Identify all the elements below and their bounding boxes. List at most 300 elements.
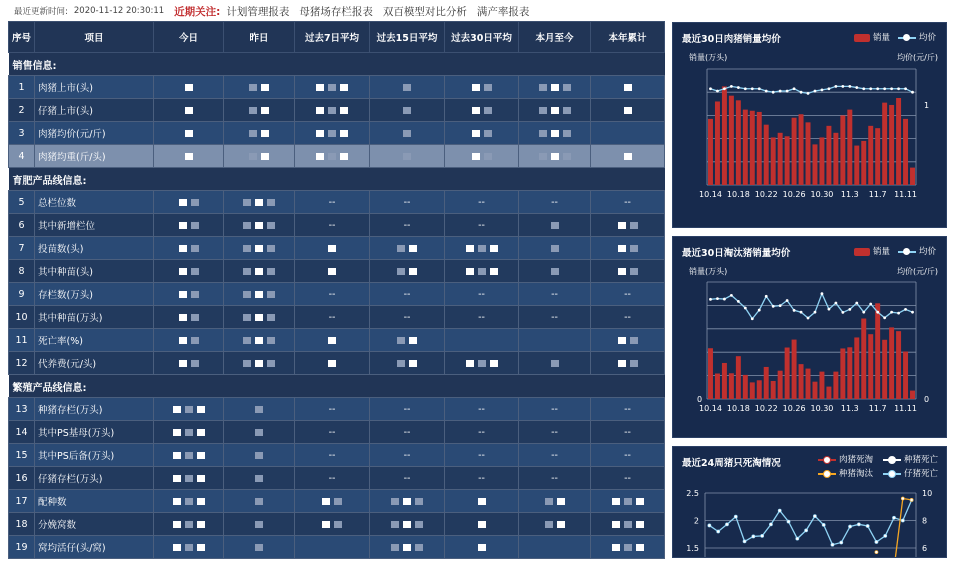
redacted-value bbox=[409, 337, 417, 344]
price-point bbox=[800, 91, 803, 94]
table-row[interactable] bbox=[9, 421, 665, 444]
series-point bbox=[708, 524, 711, 527]
table-cell bbox=[224, 513, 295, 536]
legend-price[interactable]: 均价 bbox=[898, 245, 936, 257]
price-point bbox=[841, 311, 844, 314]
bar bbox=[854, 337, 859, 399]
price-point bbox=[786, 90, 789, 93]
table-row[interactable] bbox=[9, 444, 665, 467]
series-point bbox=[892, 516, 895, 519]
panel-fattening-sales bbox=[672, 22, 947, 228]
series-point bbox=[717, 530, 720, 533]
legend-item[interactable]: 肉猪死淘 bbox=[818, 453, 873, 465]
redacted-value bbox=[179, 337, 187, 344]
row-item: 其中种苗(头) bbox=[35, 260, 154, 283]
section-row bbox=[9, 168, 665, 191]
table-cell: -- bbox=[445, 444, 519, 467]
bar bbox=[771, 137, 776, 185]
redacted-value bbox=[173, 475, 181, 482]
table-cell bbox=[295, 352, 370, 375]
redacted-value bbox=[243, 337, 251, 344]
redacted-value bbox=[415, 544, 423, 551]
panel-cull-sales bbox=[672, 236, 947, 438]
redacted-value bbox=[328, 153, 336, 160]
price-point bbox=[807, 317, 810, 320]
table-cell bbox=[445, 513, 519, 536]
redacted-value bbox=[243, 268, 251, 275]
redacted-value bbox=[636, 521, 644, 528]
price-point bbox=[709, 298, 712, 301]
y-tick-label-right: 0 bbox=[924, 395, 930, 404]
table-cell: -- bbox=[445, 467, 519, 490]
table-cell: -- bbox=[519, 283, 591, 306]
row-number: 8 bbox=[9, 260, 35, 283]
redacted-value bbox=[612, 498, 620, 505]
price-point bbox=[883, 87, 886, 90]
series-point bbox=[875, 551, 878, 554]
table-cell bbox=[154, 306, 224, 329]
redacted-value bbox=[472, 130, 480, 137]
price-point bbox=[758, 309, 761, 312]
redacted-value bbox=[255, 544, 263, 551]
legend-item[interactable]: 仔猪死亡 bbox=[883, 467, 938, 479]
redacted-value bbox=[255, 429, 263, 436]
table-row[interactable] bbox=[9, 398, 665, 421]
redacted-value bbox=[255, 199, 263, 206]
table-cell: -- bbox=[591, 191, 665, 214]
series-point bbox=[734, 515, 737, 518]
series-point bbox=[901, 519, 904, 522]
bar bbox=[847, 347, 852, 399]
bar bbox=[826, 126, 831, 185]
section-row bbox=[9, 53, 665, 76]
redacted-value bbox=[243, 291, 251, 298]
table-row[interactable] bbox=[9, 536, 665, 559]
price-point bbox=[890, 311, 893, 314]
redacted-value bbox=[551, 222, 559, 229]
bar bbox=[840, 348, 845, 399]
legend-item[interactable]: 种猪死亡 bbox=[883, 453, 938, 465]
table-row[interactable] bbox=[9, 191, 665, 214]
table-cell: -- bbox=[519, 444, 591, 467]
redacted-value bbox=[612, 544, 620, 551]
bar bbox=[750, 382, 755, 399]
redacted-value bbox=[478, 544, 486, 551]
redacted-value bbox=[328, 107, 336, 114]
row-number: 5 bbox=[9, 191, 35, 214]
price-point bbox=[848, 85, 851, 88]
redacted-value bbox=[197, 544, 205, 551]
table-row[interactable] bbox=[9, 214, 665, 237]
redacted-value bbox=[173, 452, 181, 459]
table-cell: -- bbox=[519, 398, 591, 421]
bar bbox=[896, 331, 901, 399]
redacted-value bbox=[490, 245, 498, 252]
redacted-value bbox=[316, 107, 324, 114]
table-cell: -- bbox=[370, 467, 445, 490]
redacted-value bbox=[618, 222, 626, 229]
x-tick-label: 10.30 bbox=[810, 190, 834, 199]
series-point bbox=[752, 535, 755, 538]
series-line bbox=[709, 500, 911, 545]
table-cell bbox=[154, 237, 224, 260]
redacted-value bbox=[191, 314, 199, 321]
table-cell bbox=[295, 237, 370, 260]
price-point bbox=[841, 85, 844, 88]
price-point bbox=[716, 90, 719, 93]
table-cell bbox=[591, 145, 665, 168]
redacted-value bbox=[185, 521, 193, 528]
redacted-value bbox=[397, 245, 405, 252]
redacted-value bbox=[563, 84, 571, 91]
redacted-value bbox=[267, 222, 275, 229]
redacted-value bbox=[255, 360, 263, 367]
table-cell bbox=[154, 490, 224, 513]
table-row[interactable] bbox=[9, 145, 665, 168]
price-point bbox=[786, 299, 789, 302]
redacted-value bbox=[255, 521, 263, 528]
redacted-value bbox=[551, 84, 559, 91]
redacted-value bbox=[478, 268, 486, 275]
table-row[interactable] bbox=[9, 329, 665, 352]
table-cell bbox=[445, 352, 519, 375]
row-item: 代养费(元/头) bbox=[35, 352, 154, 375]
redacted-value bbox=[472, 84, 480, 91]
table-cell: -- bbox=[295, 283, 370, 306]
table-cell: -- bbox=[295, 191, 370, 214]
redacted-value bbox=[545, 521, 553, 528]
table-cell bbox=[591, 99, 665, 122]
row-number: 1 bbox=[9, 76, 35, 99]
row-number: 14 bbox=[9, 421, 35, 444]
table-cell bbox=[445, 237, 519, 260]
table-cell bbox=[295, 490, 370, 513]
bar bbox=[792, 118, 797, 185]
redacted-value bbox=[466, 360, 474, 367]
table-cell bbox=[224, 99, 295, 122]
x-tick-label: 10.22 bbox=[754, 190, 778, 199]
series-point bbox=[884, 534, 887, 537]
chart-title: 最近24周猪只死淘情况 bbox=[682, 458, 781, 469]
table-row[interactable] bbox=[9, 260, 665, 283]
redacted-value bbox=[267, 199, 275, 206]
redacted-value bbox=[630, 245, 638, 252]
table-cell bbox=[370, 237, 445, 260]
redacted-value bbox=[316, 153, 324, 160]
table-cell bbox=[295, 329, 370, 352]
redacted-value bbox=[539, 107, 547, 114]
redacted-value bbox=[322, 521, 330, 528]
link-sow-farm-report[interactable]: 母猪场存栏报表 bbox=[299, 5, 373, 18]
table-cell: -- bbox=[295, 467, 370, 490]
update-label: 最近更新时间: bbox=[14, 7, 68, 17]
bar bbox=[743, 110, 748, 185]
row-item: 总栏位数 bbox=[35, 191, 154, 214]
redacted-value bbox=[551, 153, 559, 160]
legend-sales[interactable]: 销量 bbox=[854, 31, 890, 43]
table-cell bbox=[224, 260, 295, 283]
price-point bbox=[737, 300, 740, 303]
redacted-value bbox=[472, 107, 480, 114]
table-cell bbox=[519, 76, 591, 99]
redacted-value bbox=[185, 544, 193, 551]
link-full-production-report[interactable]: 满产率报表 bbox=[476, 5, 530, 18]
row-number: 3 bbox=[9, 122, 35, 145]
table-cell bbox=[224, 283, 295, 306]
redacted-value bbox=[334, 498, 342, 505]
link-plan-report[interactable]: 计划管理报表 bbox=[226, 5, 290, 18]
price-point bbox=[779, 304, 782, 307]
redacted-value bbox=[557, 498, 565, 505]
table-cell bbox=[224, 76, 295, 99]
table-cell: -- bbox=[370, 191, 445, 214]
series-point bbox=[910, 498, 913, 501]
bar bbox=[813, 144, 818, 185]
y-tick-label-left: 2.5 bbox=[686, 489, 699, 498]
bar bbox=[813, 382, 818, 399]
series-point bbox=[875, 540, 878, 543]
table-cell bbox=[370, 99, 445, 122]
price-point bbox=[897, 312, 900, 315]
row-item: 配种数 bbox=[35, 490, 154, 513]
bar bbox=[889, 327, 894, 399]
column-header: 昨日 bbox=[224, 22, 295, 53]
price-point bbox=[751, 87, 754, 90]
series-point bbox=[822, 523, 825, 526]
redacted-value bbox=[484, 153, 492, 160]
redacted-value bbox=[403, 521, 411, 528]
price-point bbox=[730, 85, 733, 88]
bar bbox=[910, 168, 915, 185]
redacted-value bbox=[322, 498, 330, 505]
redacted-value bbox=[391, 521, 399, 528]
redacted-value bbox=[255, 222, 263, 229]
row-number: 6 bbox=[9, 214, 35, 237]
redacted-value bbox=[403, 84, 411, 91]
redacted-value bbox=[179, 268, 187, 275]
chart-2 bbox=[673, 237, 948, 439]
table-row[interactable] bbox=[9, 99, 665, 122]
redacted-value bbox=[618, 245, 626, 252]
table-cell: -- bbox=[519, 191, 591, 214]
row-number: 12 bbox=[9, 352, 35, 375]
redacted-value bbox=[179, 245, 187, 252]
price-point bbox=[723, 87, 726, 90]
price-point bbox=[862, 311, 865, 314]
table-cell bbox=[519, 490, 591, 513]
table-cell bbox=[295, 76, 370, 99]
series-point bbox=[805, 529, 808, 532]
redacted-value bbox=[197, 429, 205, 436]
x-tick-label: 11.3 bbox=[840, 404, 859, 413]
redacted-value bbox=[179, 314, 187, 321]
table-cell: -- bbox=[295, 421, 370, 444]
redacted-value bbox=[191, 291, 199, 298]
price-point bbox=[800, 311, 803, 314]
price-point bbox=[772, 305, 775, 308]
redacted-value bbox=[243, 314, 251, 321]
chart-1 bbox=[673, 23, 948, 229]
redacted-value bbox=[328, 245, 336, 252]
right-axis-name: 均价(元/斤) bbox=[897, 267, 938, 276]
redacted-value bbox=[466, 245, 474, 252]
redacted-value bbox=[261, 107, 269, 114]
table-cell bbox=[519, 260, 591, 283]
column-header: 过去30日平均 bbox=[445, 22, 519, 53]
table-row[interactable] bbox=[9, 513, 665, 536]
redacted-value bbox=[185, 84, 193, 91]
redacted-value bbox=[397, 268, 405, 275]
bar bbox=[785, 136, 790, 185]
table-cell bbox=[295, 260, 370, 283]
table-cell bbox=[519, 99, 591, 122]
redacted-value bbox=[255, 337, 263, 344]
table-cell bbox=[224, 352, 295, 375]
redacted-value bbox=[197, 498, 205, 505]
table-cell bbox=[224, 421, 295, 444]
bar bbox=[750, 111, 755, 185]
bar bbox=[757, 112, 762, 185]
panel-mortality bbox=[672, 446, 947, 558]
table-cell bbox=[154, 444, 224, 467]
table-cell bbox=[445, 99, 519, 122]
redacted-value bbox=[191, 337, 199, 344]
redacted-value bbox=[409, 268, 417, 275]
redacted-value bbox=[328, 337, 336, 344]
row-item: 肉猪均价(元/斤) bbox=[35, 122, 154, 145]
legend-sales[interactable]: 销量 bbox=[854, 245, 890, 257]
redacted-value bbox=[185, 429, 193, 436]
row-item: 死亡率(%) bbox=[35, 329, 154, 352]
table-cell bbox=[224, 536, 295, 559]
table-cell bbox=[154, 398, 224, 421]
redacted-value bbox=[415, 521, 423, 528]
table-cell: -- bbox=[370, 421, 445, 444]
table-cell: -- bbox=[370, 444, 445, 467]
table-cell bbox=[154, 122, 224, 145]
table-cell: -- bbox=[591, 421, 665, 444]
redacted-value bbox=[267, 314, 275, 321]
redacted-value bbox=[478, 521, 486, 528]
table-cell: -- bbox=[370, 398, 445, 421]
row-number: 16 bbox=[9, 467, 35, 490]
table-row[interactable] bbox=[9, 237, 665, 260]
redacted-value bbox=[267, 337, 275, 344]
redacted-value bbox=[243, 360, 251, 367]
redacted-value bbox=[490, 268, 498, 275]
table-cell bbox=[295, 145, 370, 168]
table-row[interactable] bbox=[9, 467, 665, 490]
redacted-value bbox=[255, 268, 263, 275]
table-row[interactable] bbox=[9, 306, 665, 329]
redacted-value bbox=[185, 498, 193, 505]
bar bbox=[799, 114, 804, 185]
redacted-value bbox=[255, 498, 263, 505]
table-cell bbox=[591, 536, 665, 559]
series-point bbox=[796, 537, 799, 540]
redacted-value bbox=[255, 452, 263, 459]
redacted-value bbox=[551, 130, 559, 137]
table-row[interactable] bbox=[9, 76, 665, 99]
table-row[interactable] bbox=[9, 122, 665, 145]
price-point bbox=[765, 90, 768, 93]
kpi-table bbox=[8, 21, 665, 559]
bar bbox=[819, 372, 824, 399]
table-cell bbox=[591, 260, 665, 283]
price-point bbox=[821, 88, 824, 91]
table-row[interactable] bbox=[9, 352, 665, 375]
row-item: 仔猪上市(头) bbox=[35, 99, 154, 122]
chart-title: 最近30日淘汰猪销量均价 bbox=[682, 248, 791, 259]
series-point bbox=[787, 520, 790, 523]
bar bbox=[806, 369, 811, 399]
table-cell bbox=[591, 513, 665, 536]
column-header: 序号 bbox=[9, 22, 35, 53]
table-cell: -- bbox=[591, 398, 665, 421]
redacted-value bbox=[472, 153, 480, 160]
redacted-value bbox=[328, 360, 336, 367]
price-point bbox=[862, 87, 865, 90]
row-number: 13 bbox=[9, 398, 35, 421]
redacted-value bbox=[328, 130, 336, 137]
bar bbox=[792, 340, 797, 399]
price-point bbox=[807, 92, 810, 95]
redacted-value bbox=[478, 245, 486, 252]
redacted-value bbox=[403, 153, 411, 160]
table-cell bbox=[445, 260, 519, 283]
table-row[interactable] bbox=[9, 283, 665, 306]
table-cell bbox=[224, 145, 295, 168]
price-point bbox=[793, 87, 796, 90]
redacted-value bbox=[618, 337, 626, 344]
table-row[interactable] bbox=[9, 490, 665, 513]
bar bbox=[861, 141, 866, 185]
bar bbox=[819, 137, 824, 185]
redacted-value bbox=[191, 245, 199, 252]
price-point bbox=[828, 87, 831, 90]
table-cell: -- bbox=[445, 191, 519, 214]
update-time: 2020-11-12 20:30:11 bbox=[73, 6, 165, 16]
link-model-compare[interactable]: 双百模型对比分析 bbox=[382, 5, 467, 18]
row-item: 肉猪上市(头) bbox=[35, 76, 154, 99]
redacted-value bbox=[179, 199, 187, 206]
table-cell bbox=[154, 352, 224, 375]
table-cell bbox=[154, 467, 224, 490]
redacted-value bbox=[478, 498, 486, 505]
price-point bbox=[737, 86, 740, 89]
table-cell bbox=[591, 237, 665, 260]
bar bbox=[903, 119, 908, 185]
x-tick-label: 10.26 bbox=[782, 190, 806, 199]
price-point bbox=[751, 317, 754, 320]
bar bbox=[896, 98, 901, 185]
row-number: 4 bbox=[9, 145, 35, 168]
redacted-value bbox=[249, 107, 257, 114]
table-cell: -- bbox=[445, 421, 519, 444]
x-tick-label: 10.14 bbox=[699, 404, 722, 413]
y-tick-label-left: 1.5 bbox=[686, 544, 699, 553]
redacted-value bbox=[191, 199, 199, 206]
redacted-value bbox=[255, 475, 263, 482]
redacted-value bbox=[243, 222, 251, 229]
bar bbox=[715, 373, 720, 399]
legend-price[interactable]: 均价 bbox=[898, 31, 936, 43]
price-point bbox=[723, 298, 726, 301]
redacted-value bbox=[409, 245, 417, 252]
y-tick-label-left: 0 bbox=[697, 395, 703, 404]
table-cell bbox=[591, 214, 665, 237]
legend-item[interactable]: 种猪淘汰 bbox=[818, 467, 873, 479]
